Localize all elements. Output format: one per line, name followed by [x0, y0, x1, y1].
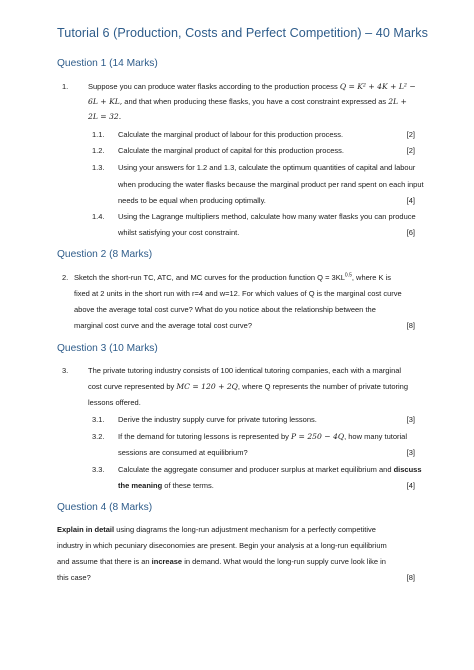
q3-3-text-line-1: Calculate the aggregate consumer and producer surplus at market equilibrium and discuss — [118, 465, 422, 474]
q1-1-number: 1.1. — [92, 130, 105, 139]
q4-text-line-1: Explain in detail using diagrams the long-run adjustment mechanism for a perfectly competitive — [57, 525, 376, 534]
q3-1-number: 3.1. — [92, 415, 105, 424]
q1-3-text-line-2: when producing the water flasks because the marginal product per rand spent on each input — [118, 180, 424, 189]
q1-4-marks: [6] — [406, 228, 415, 237]
question-3-heading: Question 3 (10 Marks) — [57, 343, 158, 354]
q1-4-number: 1.4. — [92, 212, 105, 221]
q1-3-number: 1.3. — [92, 163, 105, 172]
q3-2-marks: [3] — [406, 448, 415, 457]
q3-text-line-2: cost curve represented by MC = 120 + 2Q, where Q represents the number of private tutoring — [88, 382, 409, 391]
q3-3-number: 3.3. — [92, 465, 105, 474]
q2-number: 2. — [62, 273, 69, 282]
q1-text-line-1: Suppose you can produce water flasks according to the production process Q = K² + 4K + L² − — [88, 82, 416, 91]
question-2-heading: Question 2 (8 Marks) — [57, 249, 153, 260]
q3-3-marks: [4] — [406, 481, 415, 490]
q3-text-line-1: The private tutoring industry consists of 100 identical tutoring companies, each with a marginal — [88, 366, 402, 375]
q2-text-line-4: marginal cost curve and the average total cost curve? — [74, 321, 253, 330]
question-1-heading: Question 1 (14 Marks) — [57, 58, 158, 69]
q2-text-line-1: Sketch the short-run TC, ATC, and MC curves for the production function $Q = 3KL^{0.5}$, where K is — [74, 272, 392, 282]
q2-text-line-2: fixed at 2 units in the short run with r=4 and w=12. For which values of Q is the marginal cost curve — [74, 289, 402, 298]
q1-2-text: Calculate the marginal product of capital for this production process. — [118, 146, 344, 155]
q3-2-text-line-2: sessions are consumed at equilibrium? — [118, 448, 248, 457]
q3-1-text: Derive the industry supply curve for private tutoring lessons. — [118, 415, 317, 424]
q3-1-marks: [3] — [406, 415, 415, 424]
q1-3-marks: [4] — [406, 196, 415, 205]
q1-3-text-line-3: needs to be equal when producing optimally. — [118, 196, 266, 205]
q4-text-line-3: and assume that there is an increase in demand. What would the long-run supply curve look like in — [57, 557, 386, 566]
q4-marks: [8] — [406, 573, 415, 582]
q1-number: 1. — [62, 82, 69, 91]
q1-2-marks: [2] — [406, 146, 415, 155]
page-title: Tutorial 6 (Production, Costs and Perfect Competition) – 40 Marks — [57, 26, 428, 40]
q4-text-line-2: industry in which pecuniary diseconomies are present. Begin your analysis at a long-run equilibrium — [57, 541, 387, 550]
question-4-heading: Question 4 (8 Marks) — [57, 502, 153, 513]
q1-1-text: Calculate the marginal product of labour for this production process. — [118, 130, 344, 139]
q3-3-text-line-2: the meaning of these terms. — [118, 481, 214, 490]
q3-2-text-line-1: If the demand for tutoring lessons is represented by P = 250 − 4Q, how many tutorial — [118, 432, 408, 441]
q1-4-text-line-2: whilst satisfying your cost constraint. — [118, 228, 240, 237]
q2-marks: [8] — [406, 321, 415, 330]
q1-1-marks: [2] — [406, 130, 415, 139]
q1-text-line-3: 2L = 32. — [88, 112, 122, 121]
q1-text-line-2: 6L + KL, and that when producing these flasks, you have a cost constraint expressed as 2L + — [88, 97, 407, 106]
q4-text-line-4: this case? — [57, 573, 91, 582]
q1-4-text-line-1: Using the Lagrange multipliers method, calculate how many water flasks you can produce — [118, 212, 416, 221]
q2-text-line-3: above the average total cost curve? What do you notice about the relationship between the — [74, 305, 376, 314]
q1-3-text-line-1: Using your answers for 1.2 and 1.3, calculate the optimum quantities of capital and labour — [118, 163, 416, 172]
q3-number: 3. — [62, 366, 69, 375]
q3-2-number: 3.2. — [92, 432, 105, 441]
q1-2-number: 1.2. — [92, 146, 105, 155]
q3-text-line-3: lessons offered. — [88, 398, 141, 407]
